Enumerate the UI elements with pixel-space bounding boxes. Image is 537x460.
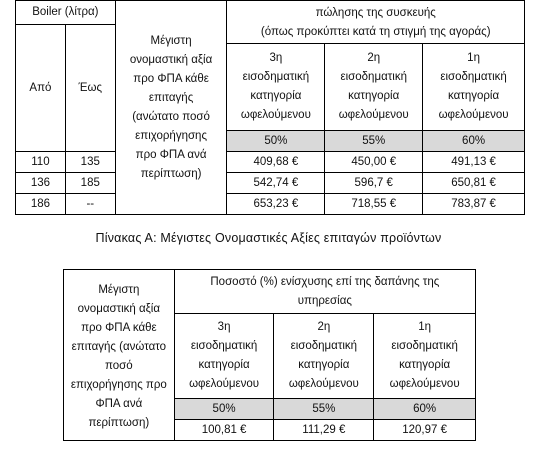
value-cell: 542,74 €: [227, 173, 325, 194]
value-cell: 783,87 €: [423, 194, 525, 215]
category-line: 2η: [317, 321, 331, 333]
value-cell: 111,29 €: [274, 420, 374, 441]
category-line: ωφελούμενου: [438, 109, 509, 121]
category-line: 3η: [269, 52, 283, 64]
from-header: Από: [16, 25, 66, 152]
value-cell: 653,23 €: [227, 194, 325, 215]
to-cell: --: [65, 194, 115, 215]
percent-cell: 60%: [374, 399, 476, 420]
category-line: κατηγορία: [348, 90, 400, 102]
support-header-line: υπηρεσίας: [297, 294, 352, 307]
table-b: [63, 269, 476, 441]
header-line: επιχορήγησης προ: [70, 379, 167, 391]
category-line: κατηγορία: [250, 90, 302, 102]
support-header-line: πώλησης της συσκευής: [315, 7, 436, 19]
category-line: 1η: [418, 321, 431, 333]
value-cell: 718,55 €: [325, 194, 423, 215]
category-line: εισοδηματική: [190, 340, 258, 352]
percent-cell: 55%: [325, 131, 423, 152]
support-header: [174, 270, 475, 314]
from-cell: 186: [16, 194, 66, 215]
header-line: προ ΦΠΑ ανά: [135, 148, 207, 161]
value-cell: 120,97 €: [374, 420, 476, 441]
header-line: ΦΠΑ ανά: [95, 398, 143, 410]
to-cell: 135: [65, 152, 115, 173]
category-line: κατηγορία: [298, 359, 350, 371]
support-header-line: Ποσοστό (%) ενίσχυσης επί της δαπάνης της: [210, 275, 440, 288]
category-line: 2η: [367, 52, 381, 64]
header-line: περίπτωση): [140, 167, 202, 180]
header-line: επιχορήγησης: [135, 129, 207, 142]
value-cell: 491,13 €: [423, 152, 525, 173]
category-line: ωφελούμενου: [189, 378, 260, 390]
percent-cell: 50%: [227, 131, 325, 152]
value-cell: 650,81 €: [423, 173, 525, 194]
category-2-header: [325, 44, 423, 131]
category-3-header: [174, 314, 274, 399]
category-line: ωφελούμενου: [288, 378, 359, 390]
category-line: κατηγορία: [399, 359, 451, 371]
value-cell: 409,68 €: [227, 152, 325, 173]
percent-cell: 60%: [423, 131, 525, 152]
category-line: ωφελούμενου: [389, 378, 460, 390]
category-line: κατηγορία: [448, 90, 500, 102]
table-row: [16, 152, 525, 173]
category-line: ωφελούμενου: [240, 109, 311, 121]
header-line: Μέγιστη: [98, 284, 140, 296]
table-a-caption: Πίνακας Α: Μέγιστες Ονομαστικές Αξίες επιταγών προϊόντων: [95, 231, 442, 245]
category-1-header: [423, 44, 525, 131]
percent-cell: 55%: [274, 399, 374, 420]
category-line: ωφελούμενου: [338, 109, 409, 121]
category-line: εισοδηματική: [391, 340, 458, 352]
category-line: 3η: [217, 321, 231, 333]
category-line: εισοδηματική: [340, 71, 407, 83]
support-header-line: (όπως προκύπτει κατά τη στιγμή της αγοράς): [260, 26, 491, 38]
from-cell: 110: [16, 152, 66, 173]
boiler-header: Boiler (λίτρα): [16, 1, 116, 25]
value-cell: 100,81 €: [174, 420, 274, 441]
table-row: [16, 173, 525, 194]
category-2-header: [274, 314, 374, 399]
category-line: 1η: [467, 52, 480, 64]
category-line: εισοδηματική: [242, 71, 310, 83]
max-value-header: [115, 1, 227, 215]
to-cell: 185: [65, 173, 115, 194]
max-value-header: [64, 270, 175, 441]
header-line: (ανώτατο ποσό: [132, 110, 210, 123]
header-line: προ ΦΠΑ κάθε: [133, 72, 209, 85]
from-cell: 136: [16, 173, 66, 194]
support-header: [227, 1, 525, 44]
value-cell: 450,00 €: [325, 152, 423, 173]
category-line: εισοδηματική: [290, 340, 358, 352]
table-row: [16, 194, 525, 215]
to-header: Έως: [65, 25, 115, 152]
table-a: [15, 0, 525, 215]
header-line: ονομαστική αξία: [77, 303, 161, 315]
header-line: περίπτωση): [88, 417, 150, 429]
header-line: Μέγιστη: [150, 34, 192, 47]
percent-cell: 50%: [174, 399, 274, 420]
category-3-header: [227, 44, 325, 131]
header-line: προ ΦΠΑ κάθε: [81, 322, 157, 334]
category-line: κατηγορία: [198, 359, 250, 371]
header-line: επιταγής (ανώτατο: [71, 341, 167, 353]
value-cell: 596,7 €: [325, 173, 423, 194]
header-line: ονομαστική αξία: [129, 53, 213, 66]
header-line: επιταγής: [148, 91, 194, 104]
category-1-header: [374, 314, 476, 399]
category-line: εισοδηματική: [440, 71, 507, 83]
header-line: ποσό: [105, 360, 133, 372]
